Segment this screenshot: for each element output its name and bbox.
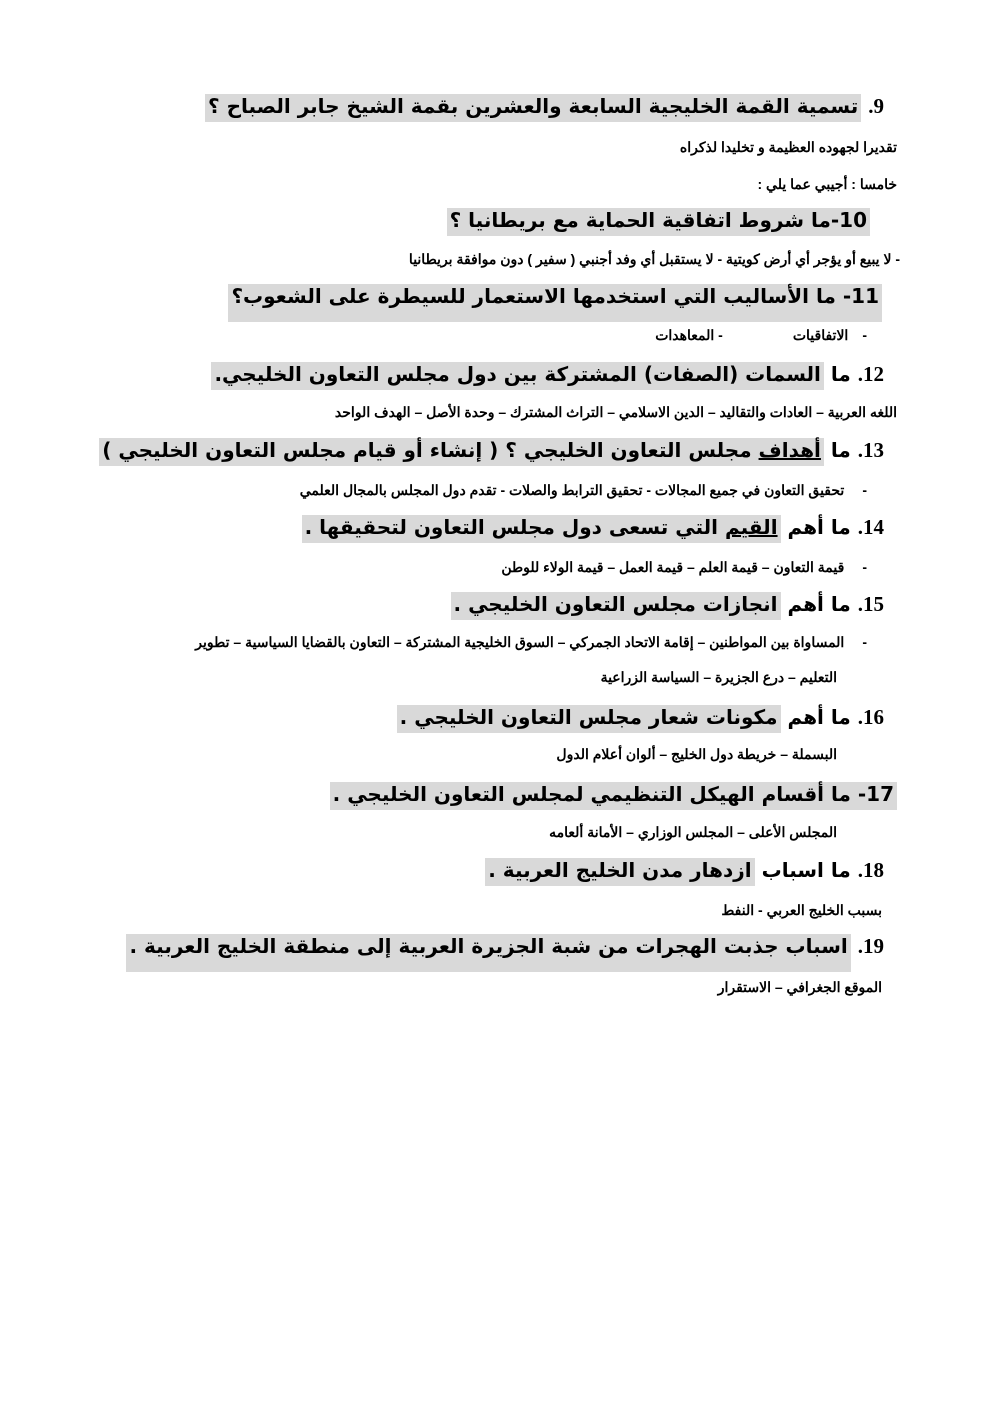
- answer-item: - المعاهدات: [655, 327, 723, 343]
- question-11: [228, 284, 882, 308]
- question-prefix: ما: [823, 438, 851, 462]
- question-17: [330, 782, 897, 806]
- question-text: انجازات مجلس التعاون الخليجي .: [451, 592, 781, 620]
- question-number: 9.: [868, 94, 884, 118]
- question-number: 18.: [857, 858, 884, 882]
- answer-10: - لا يبيع أو يؤجر أي أرض كويتية - لا يستقبل أي وفد أجنبي ( سفير ) دون موافقة بريطانيا: [408, 251, 900, 267]
- answer-17: المجلس الأعلى – المجلس الوزاري – الأمانة ألعامه: [549, 824, 837, 840]
- question-text: ازدهار مدن الخليج العربية .: [485, 858, 754, 886]
- question-19: [126, 934, 884, 959]
- question-15: [451, 592, 884, 617]
- question-text: اسباب جذبت الهجرات من شبة الجزيرة العربية إلى منطقة الخليج العربية .: [126, 934, 850, 972]
- question-number: 16.: [857, 705, 884, 729]
- question-text: مكونات شعار مجلس التعاون الخليجي .: [397, 705, 781, 733]
- answer-11: [655, 327, 867, 344]
- question-prefix: ما: [823, 515, 851, 539]
- question-14: [302, 515, 884, 540]
- question-text-highlight: [99, 438, 824, 466]
- question-10: [447, 208, 870, 232]
- question-16: [397, 705, 884, 730]
- answer-12: اللغه العربية – العادات والتقاليد – الدين الاسلامي – التراث المشترك – وحدة الأصل – الهدف الواحد: [334, 404, 897, 420]
- question-prefix: ما اسباب: [754, 858, 851, 882]
- question-text: تسمية القمة الخليجية السابعة والعشرين بقمة الشيخ جابر الصباح ؟: [205, 94, 861, 122]
- question-18: [485, 858, 884, 883]
- bullet-dash: -: [862, 559, 867, 575]
- question-text: مجلس التعاون الخليجي ؟ ( إنشاء أو قيام مجلس التعاون الخليجي ): [102, 438, 759, 462]
- answer-text: تحقيق التعاون في جميع المجالات - تحقيق الترابط والصلات - تقدم دول المجلس بالمجال العلمي: [299, 482, 845, 498]
- question-number: 12.: [857, 362, 884, 386]
- question-text-before: أهم: [780, 515, 824, 539]
- bullet-dash: -: [862, 482, 867, 498]
- answer-13: [300, 482, 867, 499]
- underlined-word: أهداف: [758, 438, 821, 462]
- answer-19: الموقع الجغرافي – الاستقرار: [717, 979, 882, 995]
- question-number: 15.: [857, 592, 884, 616]
- underlined-word: القيم: [724, 515, 778, 539]
- question-number: 19.: [857, 934, 884, 958]
- section-heading: خامسا : أجيبي عما يلي :: [757, 176, 897, 192]
- question-text: التي تسعى دول مجلس التعاون لتحقيقها .: [304, 515, 725, 539]
- question-12: [211, 362, 884, 387]
- question-text: 10-ما شروط اتفاقية الحماية مع بريطانيا ؟: [447, 208, 870, 236]
- question-prefix: ما: [823, 362, 851, 386]
- question-text: السمات (الصفات) المشتركة بين دول مجلس التعاون الخليجي.: [211, 362, 823, 390]
- answer-9: تقديرا لجهوده العظيمة و تخليدا لذكراه: [679, 139, 897, 155]
- question-13: [99, 438, 884, 463]
- bullet-dash: -: [862, 327, 867, 343]
- answer-14: [501, 559, 867, 576]
- answer-15-line-2: التعليم – درع الجزيرة – السياسة الزراعية: [600, 669, 837, 685]
- answer-16: البسملة – خريطة دول الخليج – ألوان أعلام الدول: [556, 746, 837, 762]
- bullet-dash: -: [862, 634, 867, 650]
- answer-text: المساواة بين المواطنين – إقامة الاتحاد الجمركي – السوق الخليجية المشتركة – التعاون بالقضايا السياسية – تطوير: [195, 634, 845, 650]
- question-text: 17- ما أقسام الهيكل التنظيمي لمجلس التعاون الخليجي .: [330, 782, 897, 810]
- question-number: 13.: [857, 438, 884, 462]
- answer-item: الاتفاقيات: [792, 327, 849, 343]
- answer-15-line-1: [195, 634, 867, 651]
- question-9: [205, 94, 884, 119]
- question-text: 11- ما الأساليب التي استخدمها الاستعمار للسيطرة على الشعوب؟: [228, 284, 882, 322]
- question-number: 14.: [857, 515, 884, 539]
- question-text-highlight: [302, 515, 781, 543]
- question-prefix: ما أهم: [780, 705, 851, 729]
- question-prefix: ما أهم: [780, 592, 851, 616]
- answer-text: قيمة التعاون – قيمة العلم – قيمة العمل – قيمة الولاء للوطن: [501, 559, 845, 575]
- answer-18: بسبب الخليج العربي - النفط: [721, 902, 882, 918]
